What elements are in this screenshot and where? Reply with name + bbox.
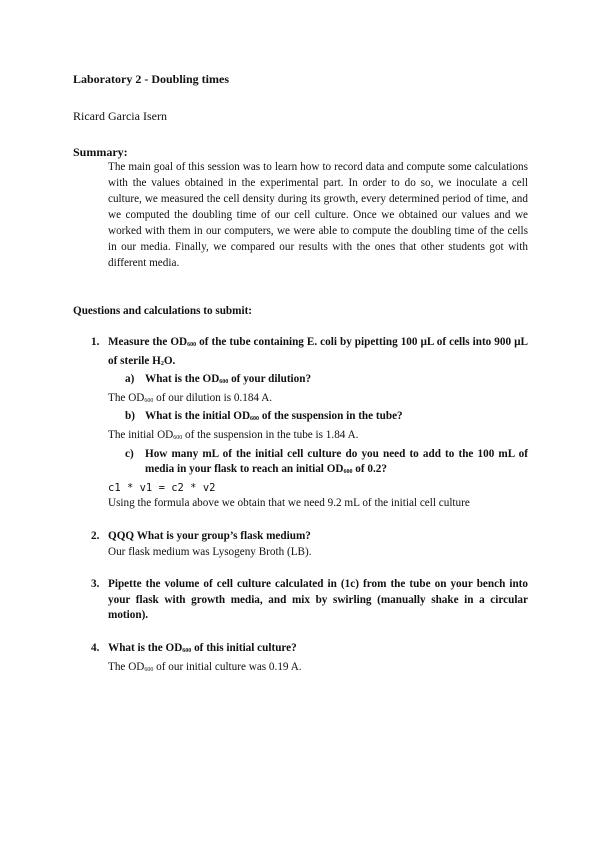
question-text: Measure the $OD_{600}$ of the tube containing E. coli by pipetting 100 µL of cells into 900 µL of sterile $H_2O$. [108,336,528,367]
question-text: What is the $OD_{600}$ of this initial culture? [108,642,297,654]
question-text: QQQ What is your group’s flask medium? [108,530,311,542]
author-name: Ricard Garcia Isern [73,109,167,123]
question-2 [91,529,528,560]
question-4 [91,641,528,678]
answer-text: Using the formula above we obtain that we need 9.2 mL of the initial cell culture [108,497,470,510]
subquestion-letter: a) [125,373,135,386]
questions-heading: Questions and calculations to submit: [73,305,253,317]
question-number: 1. [91,336,100,348]
document-title: Laboratory 2 - Doubling times [73,72,229,86]
summary-text: The main goal of this session was to learn how to record data and compute some calculations with the values obtained in the experimental part. In order to do so, we inoculate a cell culture, we measured the cell density during its growth, every determined period of time, and we computed the doubling time of our cell culture. Once we obtained our values and we worked with them in our computers, we were able to compute the doubling time of the cells in our media. Finally, we compared our results with the ones that other students got with different media. [108,161,528,269]
question-1 [91,335,528,512]
subquestion-text: What is the initial $OD_{600}$ of the suspension in the tube? [145,410,403,423]
subquestion-c [125,447,528,481]
question-number: 4. [91,642,100,654]
formula: c1 * v1 = c2 * v2 [108,481,216,494]
question-number: 3. [91,578,100,590]
answer-text: The $OD_{600}$ of our dilution is 0.184 A. [108,391,273,404]
subquestion-a [125,372,528,391]
question-3 [91,577,528,624]
subquestion-letter: c) [125,447,134,460]
summary-heading: Summary: [73,145,128,159]
answer-text: The $OD_{600}$ of our initial culture was 0.19 A. [108,660,302,673]
question-text: Pipette the volume of cell culture calculated in (1c) from the tube on your bench into your flask with growth media, and mix by swirling (manually shake in a circular motion). [108,578,528,622]
answer-text: The initial $OD_{600}$ of the suspension in the tube is 1.84 A. [108,428,359,441]
answer-text: Our flask medium was Lysogeny Broth (LB). [108,545,312,558]
subquestion-text: What is the $OD_{600}$ of your dilution? [145,373,312,386]
subquestion-letter: b) [125,410,135,423]
subquestion-b [125,409,528,428]
subquestion-text: How many mL of the initial cell culture do you need to add to the 100 mL of media in your flask to reach an initial $OD_{600}$ of 0.2? [145,447,528,476]
question-number: 2. [91,530,100,542]
